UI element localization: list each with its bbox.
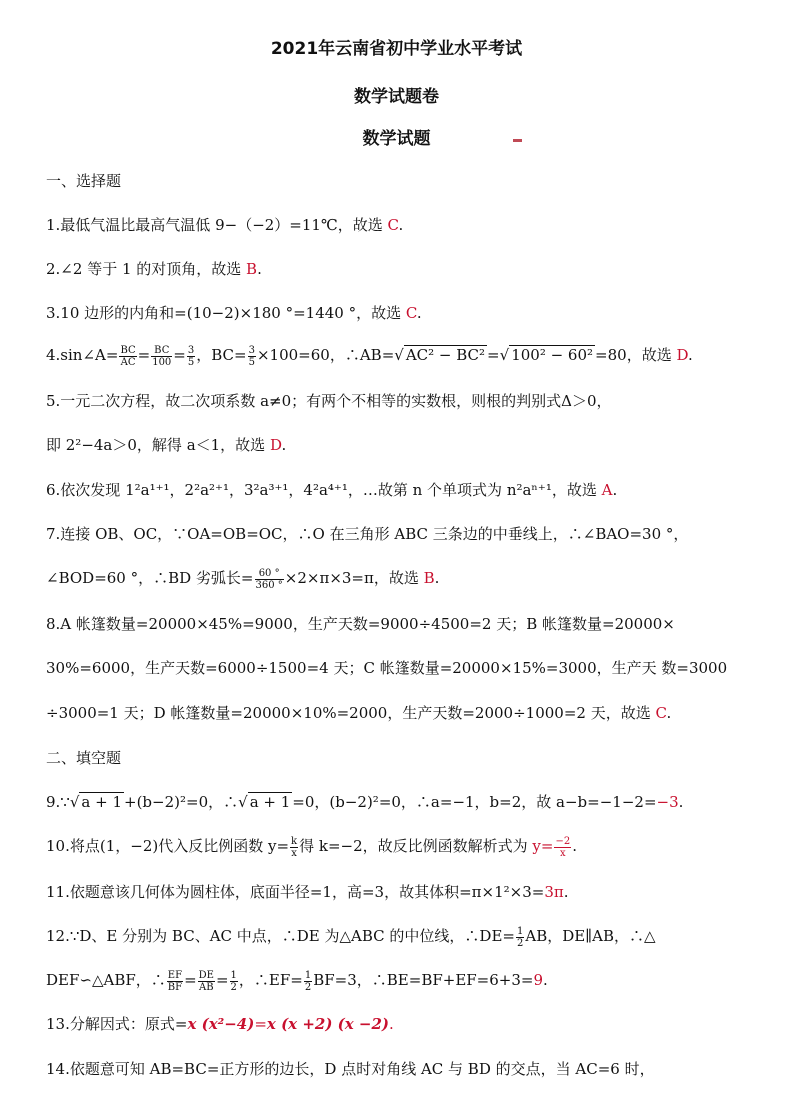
fraction: $\frac{3}{5}$ [248, 344, 255, 368]
q1: 1.最低气温比最高气温低 9−（−2）=11℃，故选 C. [46, 216, 404, 234]
fraction: $\frac{EF}{BF}$ [167, 969, 183, 993]
q2: 2.∠2 等于 1 的对顶角，故选 B. [46, 260, 262, 278]
fraction: $\frac{3}{5}$ [187, 344, 195, 368]
fraction: $\frac{BC}{AC}$ [120, 344, 136, 368]
q8-line2: 30%=6000，生产天数=6000÷1500=4 天；C 帐篷数量=20000×15%=3000，生产天 数=3000 [46, 659, 728, 677]
q13: 13.分解因式：原式=x (x²−4)=x (x +2) (x −2). [46, 1015, 394, 1033]
fraction: $\frac{BC}{100}$ [152, 344, 172, 368]
q6: 6.依次发现 1²a¹⁺¹，2²a²⁺¹，3²a³⁺¹，4²a⁴⁺¹，…故第 n 个单项式为 n²aⁿ⁺¹，故选 A. [46, 481, 618, 499]
q5-line2: 即 2²−4a＞0，解得 a＜1，故选 D. [46, 436, 287, 454]
paper-title: 数学试题卷 [354, 87, 439, 107]
q11: 11.依题意该几何体为圆柱体，底面半径=1，高=3，故其体积=π×1²×3=3π. [46, 883, 569, 901]
fraction: $\frac{DE}{AB}$ [198, 969, 214, 993]
q5-line1: 5.一元二次方程，故二次项系数 a≠0；有两个不相等的实数根，则根的判别式Δ＞0， [46, 392, 612, 410]
stamp-mark [513, 139, 522, 142]
q7-line2: ∠BOD=60 °，∴BD 劣弧长= $\frac{60 ^\circ}{360 ^\circ}$ ×2×π×3=π，故选 B. [46, 567, 440, 591]
fraction: $\frac{1}{2}$ [230, 969, 237, 993]
q10: 10.将点(1，−2)代入反比例函数 y= $\frac{k}{x}$ 得 k=−2，故反比例函数解析式为 y= $\frac{-2}{x}$ . [46, 835, 577, 859]
fraction: $\frac{1}{2}$ [304, 969, 312, 993]
q14: 14.依题意可知 AB=BC=正方形的边长，D 点时对角线 AC 与 BD 的交点，当 AC=6 时， [46, 1060, 655, 1078]
section-fill: 二、填空题 [46, 749, 122, 767]
exam-title: 2021年云南省初中学业水平考试 [270, 39, 523, 59]
fraction: $\frac{1}{2}$ [516, 925, 524, 949]
q8-line1: 8.A 帐篷数量=20000×45%=9000，生产天数=9000÷4500=2 天；B 帐篷数量=20000× [46, 615, 675, 633]
q4: 4.sin∠A= $\frac{BC}{AC}$ = $\frac{BC}{100}$ = $\frac{3}{5}$ ，BC= $\frac{3}{5}$ ×100=60，∴AB=√ AC² − BC² =√ 100² − 60² =80，故选 D. [46, 344, 693, 368]
q3: 3.10 边形的内角和=(10−2)×180 °=1440 °，故选 C. [46, 304, 422, 322]
q8-line3: ÷3000=1 天；D 帐篷数量=20000×10%=2000，生产天数=2000÷1000=2 天，故选 C. [46, 704, 672, 722]
q12-line2: DEF∽△ABF，∴ $\frac{EF}{BF}$ = $\frac{DE}{AB}$ = $\frac{1}{2}$ ，∴EF= $\frac{1}{2}$ BF=3，∴BE=BF+EF=6+3=9. [46, 969, 548, 993]
q7-line1: 7.连接 OB、OC，∵OA=OB=OC，∴O 在三角形 ABC 三条边的中垂线上，∴∠BAO=30 °， [46, 525, 689, 543]
fraction: $\frac{60 ^\circ}{360 ^\circ}$ [255, 567, 283, 591]
fraction: $\frac{-2}{x}$ [555, 835, 571, 859]
section-choice: 一、选择题 [46, 172, 122, 190]
answer-title: 数学试题 [362, 129, 431, 149]
q12-line1: 12.∵D、E 分别为 BC、AC 中点，∴DE 为△ABC 的中位线，∴DE= $\frac{1}{2}$ AB，DE∥AB，∴△ [46, 925, 656, 949]
fraction: $\frac{k}{x}$ [291, 835, 298, 859]
q9: 9.∵√ a + 1 +(b−2)²=0，∴√ a + 1 =0，(b−2)²=0，∴a=−1，b=2，故 a−b=−1−2=−3. [46, 793, 684, 811]
